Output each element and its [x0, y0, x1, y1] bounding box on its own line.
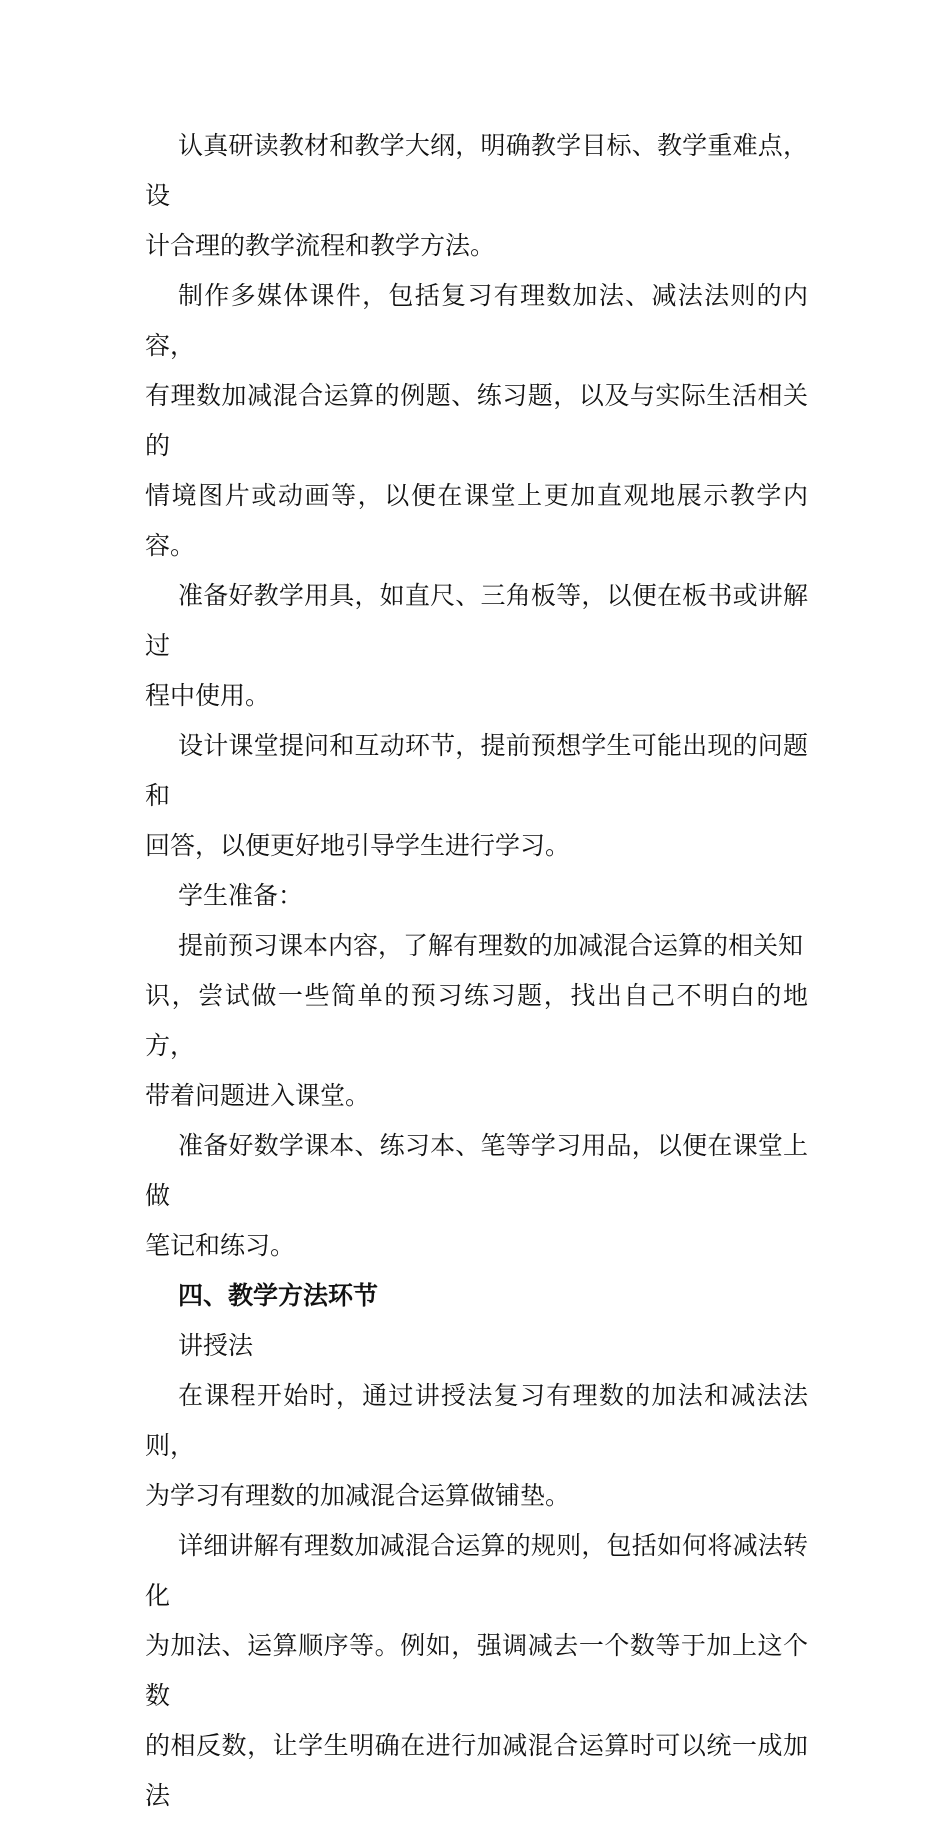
paragraph-lecture-review: 在课程开始时，通过讲授法复习有理数的加法和减法法则， 为学习有理数的加减混合运算做铺垫。: [145, 1381, 808, 1510]
paragraph-multimedia-courseware: 制作多媒体课件，包括复习有理数加法、减法法则的内容， 有理数加减混合运算的例题、练习题，以及与实际生活相关的 情境图片或动画等，以便在课堂上更加直观地展示教学内容。: [145, 281, 808, 560]
paragraph-student-prep-label: 学生准备：: [178, 881, 304, 910]
section-heading-teaching-methods: 四、教学方法环节: [178, 1281, 379, 1310]
paragraph-teaching-tools: 准备好教学用具，如直尺、三角板等，以便在板书或讲解过 程中使用。: [145, 581, 808, 710]
paragraph-lecture-method-label: 讲授法: [178, 1331, 254, 1360]
paragraph-detailed-explanation: 详细讲解有理数加减混合运算的规则，包括如何将减法转化 为加法、运算顺序等。例如，强调减去一个数等于加上这个数 的相反数，让学生明确在进行加减混合运算时可以统一成加法: [145, 1531, 808, 1810]
paragraph-teacher-prep-study: 认真研读教材和教学大纲，明确教学目标、教学重难点，设 计合理的教学流程和教学方法。: [145, 131, 808, 260]
document-body: [145, 121, 808, 1821]
paragraph-study-supplies: 准备好数学课本、练习本、笔等学习用品，以便在课堂上做 笔记和练习。: [145, 1131, 808, 1260]
paragraph-classroom-questions: 设计课堂提问和互动环节，提前预想学生可能出现的问题和 回答，以便更好地引导学生进行学习。: [145, 731, 808, 860]
paragraph-preview-textbook: 提前预习课本内容，了解有理数的加减混合运算的相关知 识，尝试做一些简单的预习练习题，找出自己不明白的地方， 带着问题进入课堂。: [145, 931, 808, 1110]
